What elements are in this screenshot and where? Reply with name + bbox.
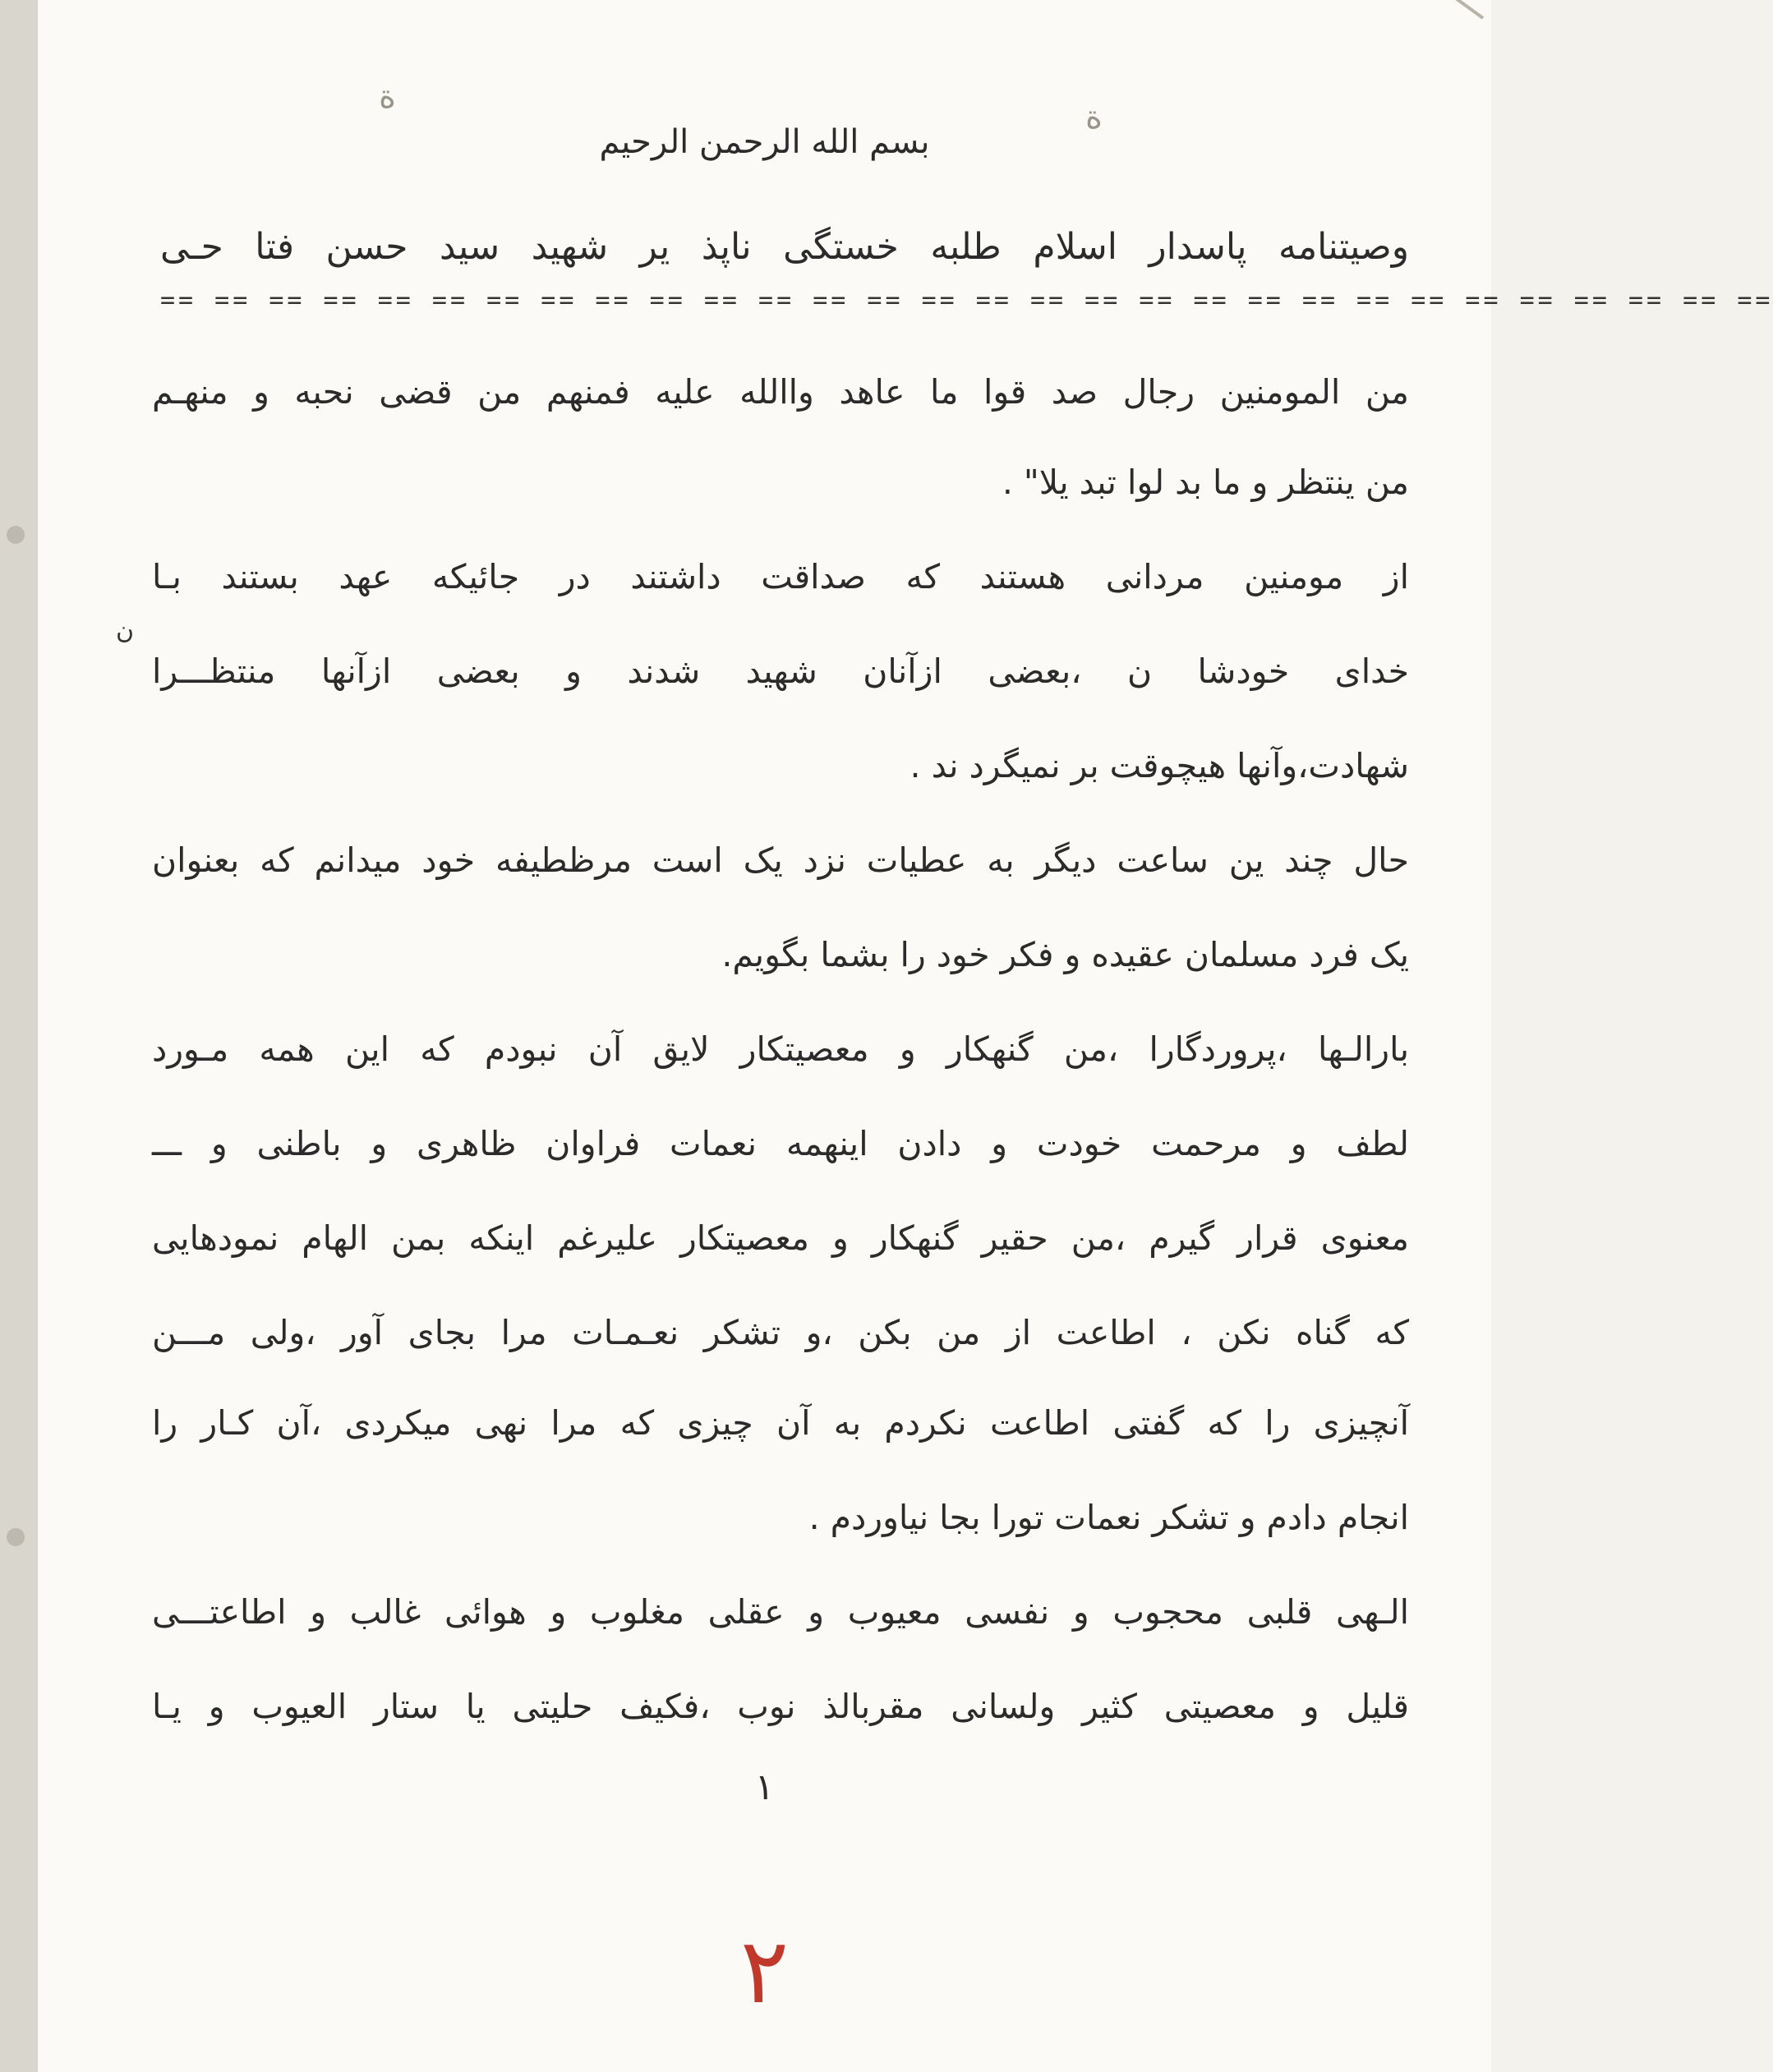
faint-mark: ة (1085, 99, 1103, 136)
paragraph-line: الـهی قلبی محجوب و نفسی معیوب و عقلی مغلوب و هوائی غالب و اطاعتـــی (152, 1592, 1409, 1632)
scan-left-strip (0, 0, 36, 2072)
document-title: وصیتنامه پاسدار اسلام طلبه خستگی ناپذ یر شهید سید حسن فتا حـی (160, 226, 1409, 268)
binder-hole (7, 526, 25, 544)
basmala-heading: بسم الله الرحمن الرحیم (599, 123, 930, 161)
paragraph-line: لطف و مرحمت خودت و دادن اینهمه نعمات فراوان ظاهری و باطنی و ـــ (152, 1124, 1409, 1163)
paragraph-line: از مومنین مردانی هستند که صداقت داشتند در جائیکه عهد بستند بـا (152, 557, 1409, 596)
paragraph-line: بارالـها ،پروردگارا ،من گنهکار و معصیتکار لایق آن نبودم که این همه مـورد (152, 1029, 1409, 1069)
paragraph-line: انجام دادم و تشکر نعمات تورا بجا نیاوردم . (808, 1498, 1409, 1537)
handwritten-folio-number: ۲ (739, 1918, 790, 2024)
binder-hole (7, 1528, 25, 1546)
handwritten-correction: ن (116, 616, 135, 645)
paragraph-line: شهادت،وآنها هیچوقت بر نمیگرد ند . (910, 746, 1409, 785)
title-underline-rule: == == == == == == == == == == == == == == == == == == == == == == == == == == == == == == (160, 286, 1773, 315)
paragraph-line: حال چند ین ساعت دیگر به عطیات نزد یک است مرظطیفه خود میدانم که بعنوان (152, 840, 1409, 880)
paragraph-line: که گناه نکن ، اطاعت از من بکن ،و تشکر نعـمـات مرا بجای آور ،ولی مـــن (152, 1313, 1409, 1352)
paragraph-line: یک فرد مسلمان عقیده و فکر خود را بشما بگویم. (721, 935, 1409, 974)
page-number: ۱ (754, 1766, 775, 1808)
paragraph-line: آنچیزی را که گفتی اطاعت نکردم به آن چیزی که مرا نهی میکردی ،آن کـار را (152, 1403, 1409, 1443)
document-page (36, 0, 1773, 2072)
letter-body (38, 0, 1773, 2072)
quran-verse-line: من ینتظر و ما بد لوا تبد یلا" . (1002, 463, 1409, 502)
paragraph-line: معنوی قرار گیرم ،من حقیر گنهکار و معصیتکار علیرغم اینکه بمن الهام نمودهایی (152, 1218, 1409, 1258)
paragraph-line: قلیل و معصیتی کثیر ولسانی مقربالذ نوب ،فکیف حلیتی یا ستار العیوب و یـا (152, 1687, 1409, 1726)
quran-verse-line: من المومنین رجال صد قوا ما عاهد واالله علیه فمنهم من قضی نحبه و منهـم (152, 372, 1409, 412)
paragraph-line: خدای خودشا ن ،بعضی ازآنان شهید شدند و بعضی ازآنها منتظـــرا (152, 652, 1409, 691)
faint-mark: ة (379, 78, 396, 116)
